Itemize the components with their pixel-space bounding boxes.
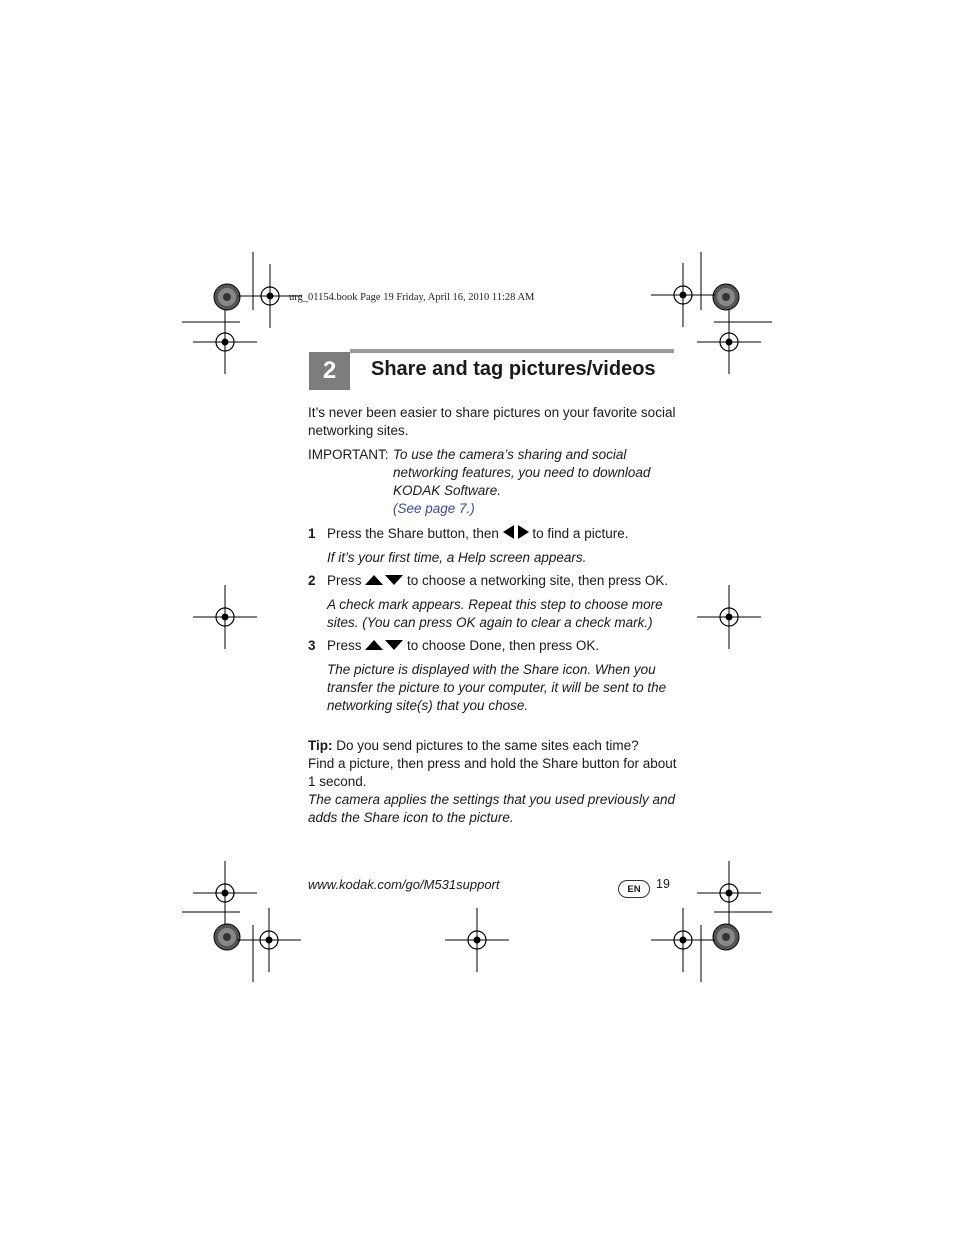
step-text-post: to choose a networking site, then press OK. — [407, 573, 669, 588]
step-number: 3 — [308, 638, 316, 653]
registration-mark-icon — [193, 861, 257, 925]
chapter-title: Share and tag pictures/videos — [371, 358, 656, 380]
step-2 — [308, 572, 668, 590]
up-down-arrows-icon — [365, 574, 403, 586]
registration-mark-icon — [193, 585, 257, 649]
color-target-icon — [713, 284, 739, 310]
step-text-pre: Press the Share button, then — [327, 526, 499, 541]
color-target-icon — [214, 284, 240, 310]
tip-question: Do you send pictures to the same sites each time? — [336, 738, 639, 753]
up-down-arrows-icon — [365, 639, 403, 651]
registration-mark-icon — [445, 908, 509, 972]
step-text-post: to choose Done, then press OK. — [407, 638, 600, 653]
color-target-icon — [713, 924, 739, 950]
registration-mark-icon — [697, 310, 761, 374]
step-number: 2 — [308, 573, 316, 588]
step-3 — [308, 637, 599, 655]
page-number: 19 — [656, 877, 670, 891]
registration-mark-icon — [697, 861, 761, 925]
registration-mark-icon — [237, 908, 301, 972]
see-page-link[interactable]: (See page 7.) — [393, 501, 475, 516]
tip-note: The camera applies the settings that you used previously and adds the Share icon to the picture. — [308, 792, 675, 825]
support-url[interactable]: www.kodak.com/go/M531support — [308, 877, 500, 892]
tip-answer: Find a picture, then press and hold the Share button for about 1 second. — [308, 756, 677, 789]
step-text-post: to find a picture. — [532, 526, 629, 541]
registration-mark-icon — [651, 263, 715, 327]
step-1 — [308, 525, 628, 543]
left-right-arrows-icon — [503, 525, 529, 539]
important-label: IMPORTANT: — [308, 447, 389, 462]
print-slug: urg_01154.book Page 19 Friday, April 16, 2010 11:28 AM — [289, 292, 535, 303]
chapter-rule — [350, 349, 674, 353]
color-target-icon — [214, 924, 240, 950]
important-text: To use the camera’s sharing and social networking features, you need to download KODAK Software. — [393, 447, 651, 498]
important-note — [393, 446, 678, 518]
registration-mark-icon — [651, 908, 715, 972]
registration-mark-icon — [193, 310, 257, 374]
tip-block — [308, 737, 678, 827]
tip-label: Tip: — [308, 738, 333, 753]
step-3-note: The picture is displayed with the Share icon. When you transfer the picture to your computer, it will be sent to the networking site(s) that you chose. — [327, 662, 667, 713]
step-2-note: A check mark appears. Repeat this step to choose more sites. (You can press OK again to clear a check mark.) — [327, 597, 663, 630]
registration-mark-icon — [697, 585, 761, 649]
step-text-pre: Press — [327, 573, 362, 588]
step-number: 1 — [308, 526, 316, 541]
step-1-note: If it’s your first time, a Help screen appears. — [327, 550, 587, 565]
step-text-pre: Press — [327, 638, 362, 653]
language-badge: EN — [618, 880, 650, 898]
intro-paragraph: It’s never been easier to share pictures on your favorite social networking sites. — [308, 405, 676, 438]
chapter-number: 2 — [309, 352, 350, 390]
